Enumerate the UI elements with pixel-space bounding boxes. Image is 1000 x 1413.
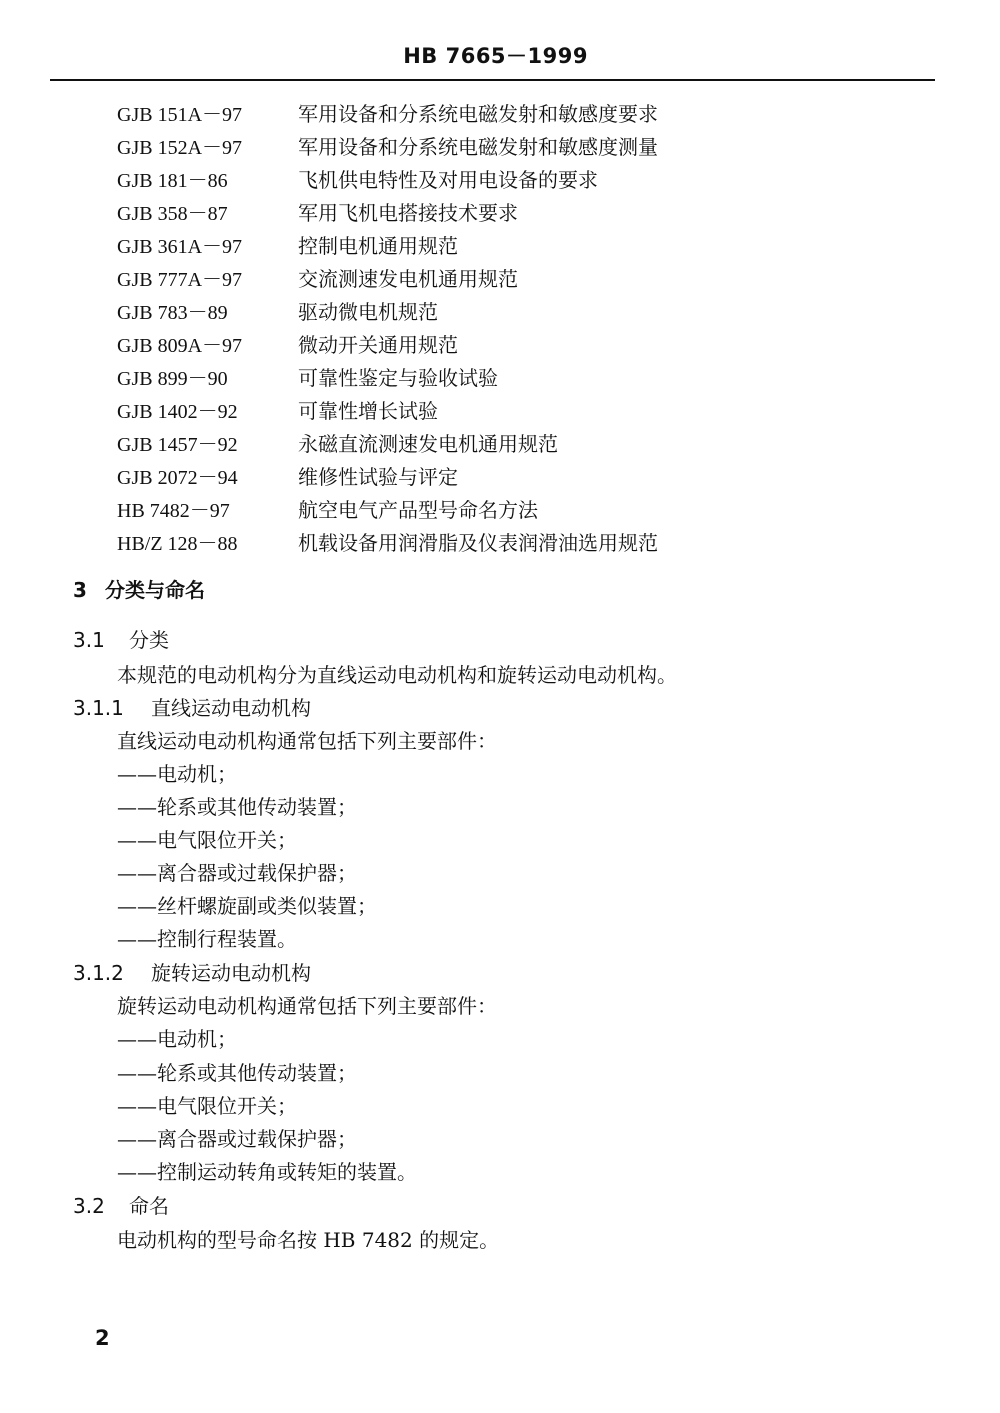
list-item: ——电气限位开关； — [117, 828, 297, 852]
header-rule — [50, 79, 935, 81]
reference-row — [117, 329, 817, 362]
reference-code: GJB 2072－94 — [117, 467, 238, 489]
reference-row — [117, 164, 817, 197]
section-3-1-2-heading — [73, 958, 311, 988]
list-item: ——控制行程装置。 — [117, 927, 297, 951]
reference-title: 机载设备用润滑脂及仪表润滑油选用规范 — [298, 531, 658, 555]
section-number: 3.2 — [73, 1194, 105, 1218]
reference-code: GJB 152A－97 — [117, 137, 243, 159]
reference-title: 驱动微电机规范 — [298, 300, 438, 324]
reference-code: GJB 777A－97 — [117, 269, 243, 291]
reference-row — [117, 395, 817, 428]
reference-code: GJB 361A－97 — [117, 236, 243, 258]
reference-code: GJB 358－87 — [117, 203, 228, 225]
reference-title: 航空电气产品型号命名方法 — [298, 498, 538, 522]
section-3-1-heading — [73, 625, 169, 655]
reference-code: GJB 783－89 — [117, 302, 228, 324]
reference-row — [117, 494, 817, 527]
reference-row — [117, 527, 817, 560]
reference-code: GJB 1402－92 — [117, 401, 238, 423]
reference-row — [117, 461, 817, 494]
list-item: ——电动机； — [117, 762, 237, 786]
reference-title: 军用设备和分系统电磁发射和敏感度测量 — [298, 135, 658, 159]
reference-row — [117, 296, 817, 329]
reference-row — [117, 230, 817, 263]
section-3-2-heading — [73, 1191, 169, 1221]
section-3-heading — [73, 575, 205, 605]
reference-code: GJB 809A－97 — [117, 335, 243, 357]
reference-code: GJB 181－86 — [117, 170, 228, 192]
reference-title: 飞机供电特性及对用电设备的要求 — [298, 168, 598, 192]
reference-row — [117, 362, 817, 395]
section-title: 直线运动电动机构 — [151, 696, 311, 720]
reference-title: 交流测速发电机通用规范 — [298, 267, 518, 291]
section-title: 分类与命名 — [105, 578, 205, 602]
list-item: ——轮系或其他传动装置； — [117, 795, 357, 819]
list-item: ——丝杆螺旋副或类似装置； — [117, 894, 377, 918]
paragraph: 旋转运动电动机构通常包括下列主要部件： — [117, 994, 497, 1018]
paragraph: 本规范的电动机构分为直线运动电动机构和旋转运动电动机构。 — [117, 663, 677, 687]
reference-title: 军用设备和分系统电磁发射和敏感度要求 — [298, 102, 658, 126]
section-title: 分类 — [129, 628, 169, 652]
list-item: ——电动机； — [117, 1027, 237, 1051]
list-item: ——电气限位开关； — [117, 1094, 297, 1118]
list-item: ——控制运动转角或转矩的装置。 — [117, 1160, 417, 1184]
reference-code: HB/Z 128－88 — [117, 533, 238, 555]
reference-title: 军用飞机电搭接技术要求 — [298, 201, 518, 225]
list-item: ——离合器或过载保护器； — [117, 1127, 357, 1151]
reference-title: 微动开关通用规范 — [298, 333, 458, 357]
list-item: ——轮系或其他传动装置； — [117, 1061, 357, 1085]
standard-code-header: HB 7665－1999 — [403, 44, 588, 68]
reference-row — [117, 197, 817, 230]
reference-code: HB 7482－97 — [117, 500, 230, 522]
reference-row — [117, 263, 817, 296]
reference-title: 可靠性增长试验 — [298, 399, 438, 423]
reference-row — [117, 98, 817, 131]
section-3-1-1-heading — [73, 693, 311, 723]
paragraph: 直线运动电动机构通常包括下列主要部件： — [117, 729, 497, 753]
section-number: 3.1 — [73, 628, 105, 652]
reference-code: GJB 899－90 — [117, 368, 228, 390]
reference-title: 可靠性鉴定与验收试验 — [298, 366, 498, 390]
section-number: 3 — [73, 578, 87, 602]
reference-row — [117, 428, 817, 461]
reference-code: GJB 1457－92 — [117, 434, 238, 456]
section-number: 3.1.1 — [73, 696, 124, 720]
page-number: 2 — [95, 1326, 110, 1350]
list-item: ——离合器或过载保护器； — [117, 861, 357, 885]
paragraph: 电动机构的型号命名按 HB 7482 的规定。 — [117, 1228, 500, 1252]
reference-title: 控制电机通用规范 — [298, 234, 458, 258]
section-title: 命名 — [129, 1194, 169, 1218]
normative-references-list — [117, 98, 817, 560]
reference-title: 永磁直流测速发电机通用规范 — [298, 432, 558, 456]
reference-title: 维修性试验与评定 — [298, 465, 458, 489]
section-title: 旋转运动电动机构 — [151, 961, 311, 985]
reference-row — [117, 131, 817, 164]
reference-code: GJB 151A－97 — [117, 104, 243, 126]
section-number: 3.1.2 — [73, 961, 124, 985]
